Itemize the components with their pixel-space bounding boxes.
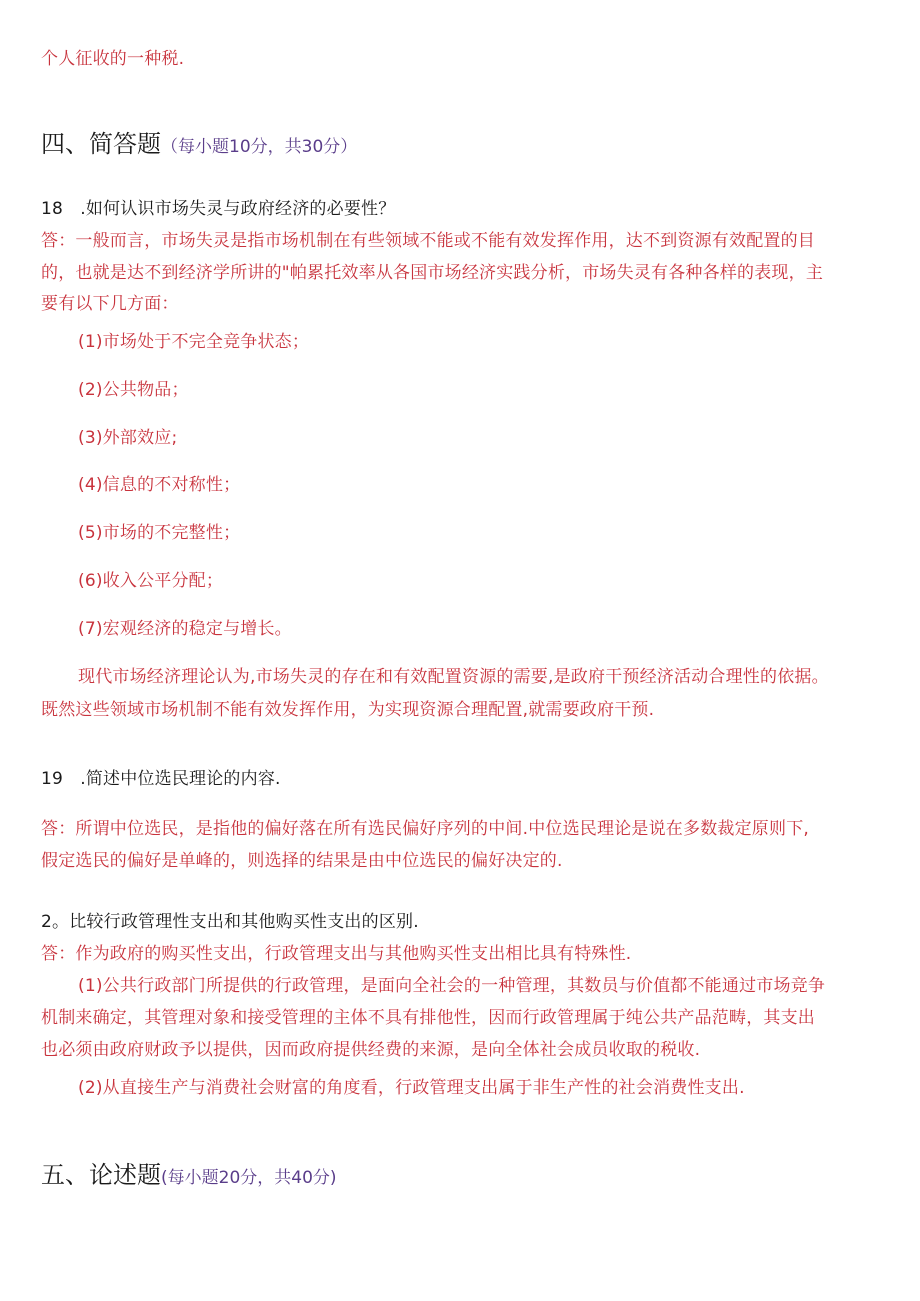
q18-point-7: (7)宏观经济的稳定与增长。 [78,619,292,639]
section-5-heading [41,1160,337,1193]
intro-tail-text: 个人征收的一种税. [41,49,185,69]
section-4-title: 四、简答题 [41,130,161,158]
q20-answer-line: 答：作为政府的购买性支出，行政管理支出与其他购买性支出相比具有特殊性. [41,944,632,964]
q20-point-1-line-1: (1)公共行政部门所提供的行政管理，是面向全社会的一种管理，其数员与价值都不能通过市场竞争 [78,976,826,996]
q20-point-1-line-3: 也必须由政府财政予以提供，因而政府提供经费的来源，是向全体社会成员收取的税收. [41,1040,701,1060]
q18-conclusion-line-1: 现代市场经济理论认为,市场失灵的存在和有效配置资源的需要,是政府干预经济活动合理性的依据。 [78,667,829,687]
q18-point-1: (1)市场处于不完全竞争状态； [78,332,310,352]
q18-question: 18 .如何认识市场失灵与政府经济的必要性？ [41,199,396,219]
q18-point-4: (4)信息的不对称性； [78,475,241,495]
q20-point-1-line-2: 机制来确定，其管理对象和接受管理的主体不具有排他性，因而行政管理属于纯公共产品范畴，其支出 [41,1008,815,1028]
q19-answer-line-2: 假定选民的偏好是单峰的，则选择的结果是由中位选民的偏好决定的. [41,851,563,871]
q19-question: 19 .简述中位选民理论的内容. [41,769,281,789]
q18-point-6: (6)收入公平分配； [78,571,224,591]
q18-answer-line-2: 的，也就是达不到经济学所讲的"帕累托效率从各国市场经济实践分析，市场失灵有各种各样的表现，主 [41,263,824,283]
q19-answer-line-1: 答：所谓中位选民，是指他的偏好落在所有选民偏好序列的中间.中位选民理论是说在多数裁定原则下, [41,819,810,839]
q18-point-3: (3)外部效应; [78,428,178,448]
section-5-note: (每小题20分，共40分) [161,1168,337,1188]
q18-point-5: (5)市场的不完整性； [78,523,241,543]
q18-answer-line-3: 要有以下几方面： [41,294,179,314]
q20-question: 2。比较行政管理性支出和其他购买性支出的区别. [41,912,419,932]
q20-point-2: (2)从直接生产与消费社会财富的角度看，行政管理支出属于非生产性的社会消费性支出. [78,1078,745,1098]
section-5-title: 五、论述题 [41,1161,161,1189]
section-4-heading [41,129,357,162]
q18-conclusion-line-2: 既然这些领域市场机制不能有效发挥作用，为实现资源合理配置,就需要政府干预. [41,700,655,720]
q18-point-2: (2)公共物品； [78,380,189,400]
q18-answer-line-1: 答：一般而言，市场失灵是指市场机制在有些领域不能或不能有效发挥作用，达不到资源有效配置的目 [41,231,815,251]
section-4-note: （每小题10分，共30分） [161,137,358,157]
